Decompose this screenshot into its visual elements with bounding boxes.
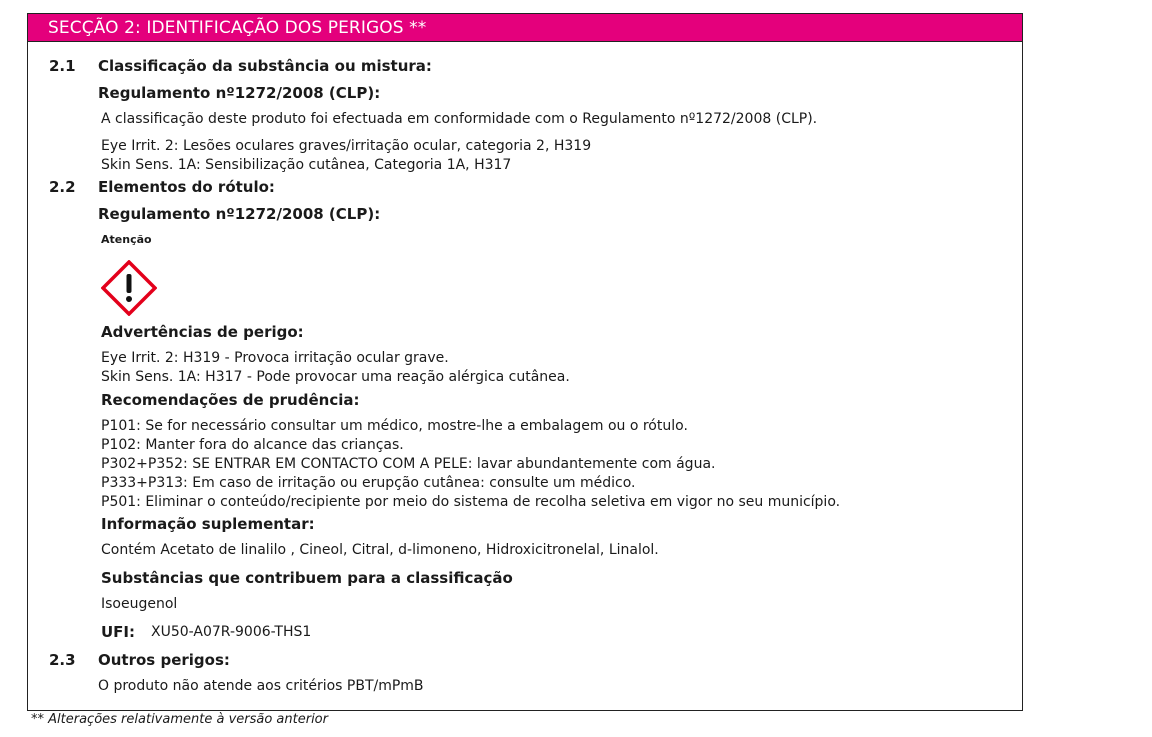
other-hazards-text: O produto não atende aos critérios PBT/mPmB xyxy=(98,678,424,694)
hazard-statement: Skin Sens. 1A: H317 - Pode provocar uma reação alérgica cutânea. xyxy=(101,369,570,385)
section-2-panel xyxy=(27,13,1023,711)
section-2-3-heading: Outros perigos: xyxy=(98,651,230,669)
ufi-value: XU50-A07R-9006-THS1 xyxy=(151,624,312,640)
precautionary-statement: P302+P352: SE ENTRAR EM CONTACTO COM A PELE: lavar abundantemente com água. xyxy=(101,456,716,472)
precautionary-statement: P333+P313: Em caso de irritação ou erupção cutânea: consulte um médico. xyxy=(101,475,636,491)
classification-statement: A classificação deste produto foi efectuada em conformidade com o Regulamento nº1272/2008 (CLP). xyxy=(101,111,818,127)
contributing-substances-heading: Substâncias que contribuem para a classificação xyxy=(101,569,513,587)
hazard-statement: Eye Irrit. 2: H319 - Provoca irritação ocular grave. xyxy=(101,350,449,366)
precautionary-statement: P102: Manter fora do alcance das crianças. xyxy=(101,437,404,453)
section-2-3-number: 2.3 xyxy=(49,651,76,669)
section-header: SECÇÃO 2: IDENTIFICAÇÃO DOS PERIGOS ** xyxy=(28,14,1022,42)
section-2-2-heading: Elementos do rótulo: xyxy=(98,178,275,196)
classification-line: Eye Irrit. 2: Lesões oculares graves/irritação ocular, categoria 2, H319 xyxy=(101,138,592,154)
supplementary-info-text: Contém Acetato de linalilo , Cineol, Citral, d-limoneno, Hidroxicitronelal, Linalol. xyxy=(101,542,659,558)
section-2-1-heading: Classificação da substância ou mistura: xyxy=(98,57,432,75)
contributing-substances-text: Isoeugenol xyxy=(101,596,178,612)
exclamation-mark-hazard-icon xyxy=(101,260,157,316)
section-2-1-number: 2.1 xyxy=(49,57,76,75)
section-2-2-number: 2.2 xyxy=(49,178,76,196)
precautionary-statements-heading: Recomendações de prudência: xyxy=(101,391,360,409)
signal-word: Atenção xyxy=(101,233,152,246)
precautionary-statement: P501: Eliminar o conteúdo/recipiente por meio do sistema de recolha seletiva em vigor no seu município. xyxy=(101,494,841,510)
regulation-heading-2-1: Regulamento nº1272/2008 (CLP): xyxy=(98,84,381,102)
supplementary-info-heading: Informação suplementar: xyxy=(101,515,315,533)
regulation-heading-2-2: Regulamento nº1272/2008 (CLP): xyxy=(98,205,381,223)
footnote: ** Alterações relativamente à versão anterior xyxy=(31,712,328,727)
hazard-statements-heading: Advertências de perigo: xyxy=(101,323,304,341)
classification-line: Skin Sens. 1A: Sensibilização cutânea, Categoria 1A, H317 xyxy=(101,157,512,173)
precautionary-statement: P101: Se for necessário consultar um médico, mostre-lhe a embalagem ou o rótulo. xyxy=(101,418,688,434)
ufi-label: UFI: xyxy=(101,623,136,641)
